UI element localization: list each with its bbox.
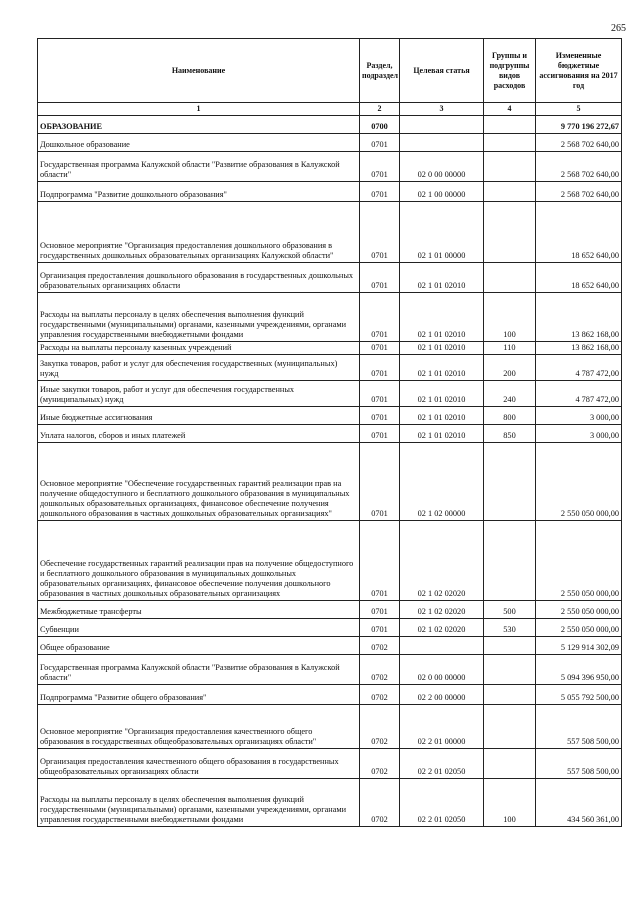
table-row — [38, 619, 622, 637]
row-section: 0701 — [360, 619, 400, 637]
column-number-row — [38, 103, 622, 116]
table-row — [38, 425, 622, 443]
table-row — [38, 263, 622, 293]
budget-table — [37, 38, 622, 827]
column-number: 3 — [400, 103, 484, 116]
row-target: 02 2 01 02050 — [400, 779, 484, 827]
row-group — [484, 443, 536, 521]
row-name: Обеспечение государственных гарантий реализации прав на получение общедоступного и бесплатного дошкольного образования в муниципальных дошкольных образовательных организациях, финансовое обеспечение получения дошкольного образования в частных дошкольных образовательных организациях — [38, 521, 360, 601]
row-target: 02 1 02 00000 — [400, 443, 484, 521]
table-row — [38, 293, 622, 342]
row-section: 0701 — [360, 152, 400, 182]
row-section: 0701 — [360, 425, 400, 443]
header-row — [38, 39, 622, 103]
row-group — [484, 655, 536, 685]
row-target: 02 2 00 00000 — [400, 685, 484, 705]
row-target: 02 1 01 02010 — [400, 425, 484, 443]
row-name: Подпрограмма "Развитие общего образования" — [38, 685, 360, 705]
row-name: Организация предоставления дошкольного образования в государственных дошкольных образовательных организациях области — [38, 263, 360, 293]
row-group — [484, 116, 536, 134]
row-group — [484, 152, 536, 182]
row-group — [484, 263, 536, 293]
table-row — [38, 152, 622, 182]
row-section: 0701 — [360, 134, 400, 152]
row-name: Расходы на выплаты персоналу в целях обеспечения выполнения функций государственными (муниципальными) органами, казенными учреждениями, органами управления государственными внебюджетными фондами — [38, 779, 360, 827]
table-row — [38, 521, 622, 601]
row-section: 0701 — [360, 202, 400, 263]
row-amount: 5 129 914 302,09 — [536, 637, 622, 655]
row-amount: 13 862 168,00 — [536, 293, 622, 342]
row-target: 02 2 01 02050 — [400, 749, 484, 779]
row-amount: 5 055 792 500,00 — [536, 685, 622, 705]
row-amount: 18 652 640,00 — [536, 202, 622, 263]
row-name: Иные бюджетные ассигнования — [38, 407, 360, 425]
row-section: 0701 — [360, 407, 400, 425]
row-group — [484, 685, 536, 705]
row-amount: 557 508 500,00 — [536, 749, 622, 779]
row-amount: 2 550 050 000,00 — [536, 601, 622, 619]
row-amount: 2 550 050 000,00 — [536, 619, 622, 637]
table-row — [38, 182, 622, 202]
row-section: 0702 — [360, 637, 400, 655]
row-section: 0701 — [360, 263, 400, 293]
row-target: 02 2 01 00000 — [400, 705, 484, 749]
row-name: ОБРАЗОВАНИЕ — [38, 116, 360, 134]
table-row — [38, 443, 622, 521]
row-group — [484, 705, 536, 749]
page-number: 265 — [611, 23, 626, 34]
row-target — [400, 637, 484, 655]
row-target: 02 1 01 00000 — [400, 202, 484, 263]
row-section: 0702 — [360, 685, 400, 705]
row-name: Расходы на выплаты персоналу казенных учреждений — [38, 342, 360, 355]
row-group: 500 — [484, 601, 536, 619]
header-name: Наименование — [38, 39, 360, 103]
row-name: Межбюджетные трансферты — [38, 601, 360, 619]
row-name: Иные закупки товаров, работ и услуг для обеспечения государственных (муниципальных) нужд — [38, 381, 360, 407]
row-section: 0702 — [360, 705, 400, 749]
row-group: 530 — [484, 619, 536, 637]
table-row — [38, 342, 622, 355]
row-section: 0702 — [360, 749, 400, 779]
row-section: 0701 — [360, 601, 400, 619]
row-name: Основное мероприятие "Организация предоставления дошкольного образования в государственных дошкольных образовательных организациях Калужской области" — [38, 202, 360, 263]
row-target: 02 1 01 02010 — [400, 407, 484, 425]
row-amount: 434 560 361,00 — [536, 779, 622, 827]
column-number: 2 — [360, 103, 400, 116]
row-name: Основное мероприятие "Организация предоставления качественного общего образования в государственных общеобразовательных организациях области" — [38, 705, 360, 749]
column-number: 4 — [484, 103, 536, 116]
row-group: 100 — [484, 293, 536, 342]
table-row — [38, 705, 622, 749]
row-section: 0701 — [360, 182, 400, 202]
row-group: 240 — [484, 381, 536, 407]
row-amount: 2 568 702 640,00 — [536, 182, 622, 202]
table-row — [38, 134, 622, 152]
header-section: Раздел, подраздел — [360, 39, 400, 103]
table-row — [38, 116, 622, 134]
row-section: 0701 — [360, 342, 400, 355]
row-target: 02 1 01 02010 — [400, 381, 484, 407]
row-amount: 557 508 500,00 — [536, 705, 622, 749]
table-row — [38, 407, 622, 425]
row-target — [400, 116, 484, 134]
row-name: Субвенции — [38, 619, 360, 637]
row-amount: 3 000,00 — [536, 425, 622, 443]
row-group — [484, 521, 536, 601]
header-target: Целевая статья — [400, 39, 484, 103]
row-target — [400, 134, 484, 152]
table-row — [38, 202, 622, 263]
row-group — [484, 749, 536, 779]
row-amount: 2 550 050 000,00 — [536, 443, 622, 521]
row-amount: 2 568 702 640,00 — [536, 134, 622, 152]
row-group: 800 — [484, 407, 536, 425]
row-group — [484, 134, 536, 152]
table-row — [38, 601, 622, 619]
row-group: 100 — [484, 779, 536, 827]
row-section: 0701 — [360, 521, 400, 601]
row-name: Основное мероприятие "Обеспечение государственных гарантий реализации прав на получение общедоступного и бесплатного дошкольного образования в муниципальных дошкольных образовательных организациях, финансовое обеспечение получения дошкольного образования в частных дошкольных образовательных организациях" — [38, 443, 360, 521]
row-target: 02 0 00 00000 — [400, 655, 484, 685]
row-amount: 3 000,00 — [536, 407, 622, 425]
row-amount: 4 787 472,00 — [536, 381, 622, 407]
row-target: 02 1 01 02010 — [400, 263, 484, 293]
table-row — [38, 655, 622, 685]
row-name: Государственная программа Калужской области "Развитие образования в Калужской области" — [38, 152, 360, 182]
row-group — [484, 202, 536, 263]
header-groups: Группы и подгруппы видов расходов — [484, 39, 536, 103]
row-amount: 9 770 196 272,67 — [536, 116, 622, 134]
row-target: 02 1 02 02020 — [400, 521, 484, 601]
row-target: 02 1 01 02010 — [400, 342, 484, 355]
row-name: Расходы на выплаты персоналу в целях обеспечения выполнения функций государственными (муниципальными) органами, казенными учреждениями, органами управления государственными внебюджетными фондами — [38, 293, 360, 342]
column-number: 1 — [38, 103, 360, 116]
row-section: 0700 — [360, 116, 400, 134]
row-amount: 2 550 050 000,00 — [536, 521, 622, 601]
table-row — [38, 381, 622, 407]
table-row — [38, 637, 622, 655]
table-row — [38, 355, 622, 381]
row-section: 0701 — [360, 355, 400, 381]
row-target: 02 1 01 02010 — [400, 355, 484, 381]
row-amount: 18 652 640,00 — [536, 263, 622, 293]
row-section: 0701 — [360, 293, 400, 342]
row-name: Дошкольное образование — [38, 134, 360, 152]
row-target: 02 1 01 02010 — [400, 293, 484, 342]
column-number: 5 — [536, 103, 622, 116]
row-name: Закупка товаров, работ и услуг для обеспечения государственных (муниципальных) нужд — [38, 355, 360, 381]
row-target: 02 1 02 02020 — [400, 601, 484, 619]
row-name: Организация предоставления качественного общего образования в государственных общеобразовательных организациях области — [38, 749, 360, 779]
row-amount: 4 787 472,00 — [536, 355, 622, 381]
row-group: 850 — [484, 425, 536, 443]
row-target: 02 1 00 00000 — [400, 182, 484, 202]
row-group — [484, 182, 536, 202]
row-section: 0702 — [360, 779, 400, 827]
table-row — [38, 685, 622, 705]
table-row — [38, 779, 622, 827]
row-name: Уплата налогов, сборов и иных платежей — [38, 425, 360, 443]
row-group: 200 — [484, 355, 536, 381]
row-amount: 13 862 168,00 — [536, 342, 622, 355]
row-name: Государственная программа Калужской области "Развитие образования в Калужской области" — [38, 655, 360, 685]
row-target: 02 1 02 02020 — [400, 619, 484, 637]
row-amount: 2 568 702 640,00 — [536, 152, 622, 182]
row-section: 0701 — [360, 381, 400, 407]
table-row — [38, 749, 622, 779]
row-section: 0701 — [360, 443, 400, 521]
row-group: 110 — [484, 342, 536, 355]
row-amount: 5 094 396 950,00 — [536, 655, 622, 685]
row-name: Общее образование — [38, 637, 360, 655]
row-name: Подпрограмма "Развитие дошкольного образования" — [38, 182, 360, 202]
row-group — [484, 637, 536, 655]
header-amount: Измененные бюджетные ассигнования на 2017 год — [536, 39, 622, 103]
row-target: 02 0 00 00000 — [400, 152, 484, 182]
row-section: 0702 — [360, 655, 400, 685]
